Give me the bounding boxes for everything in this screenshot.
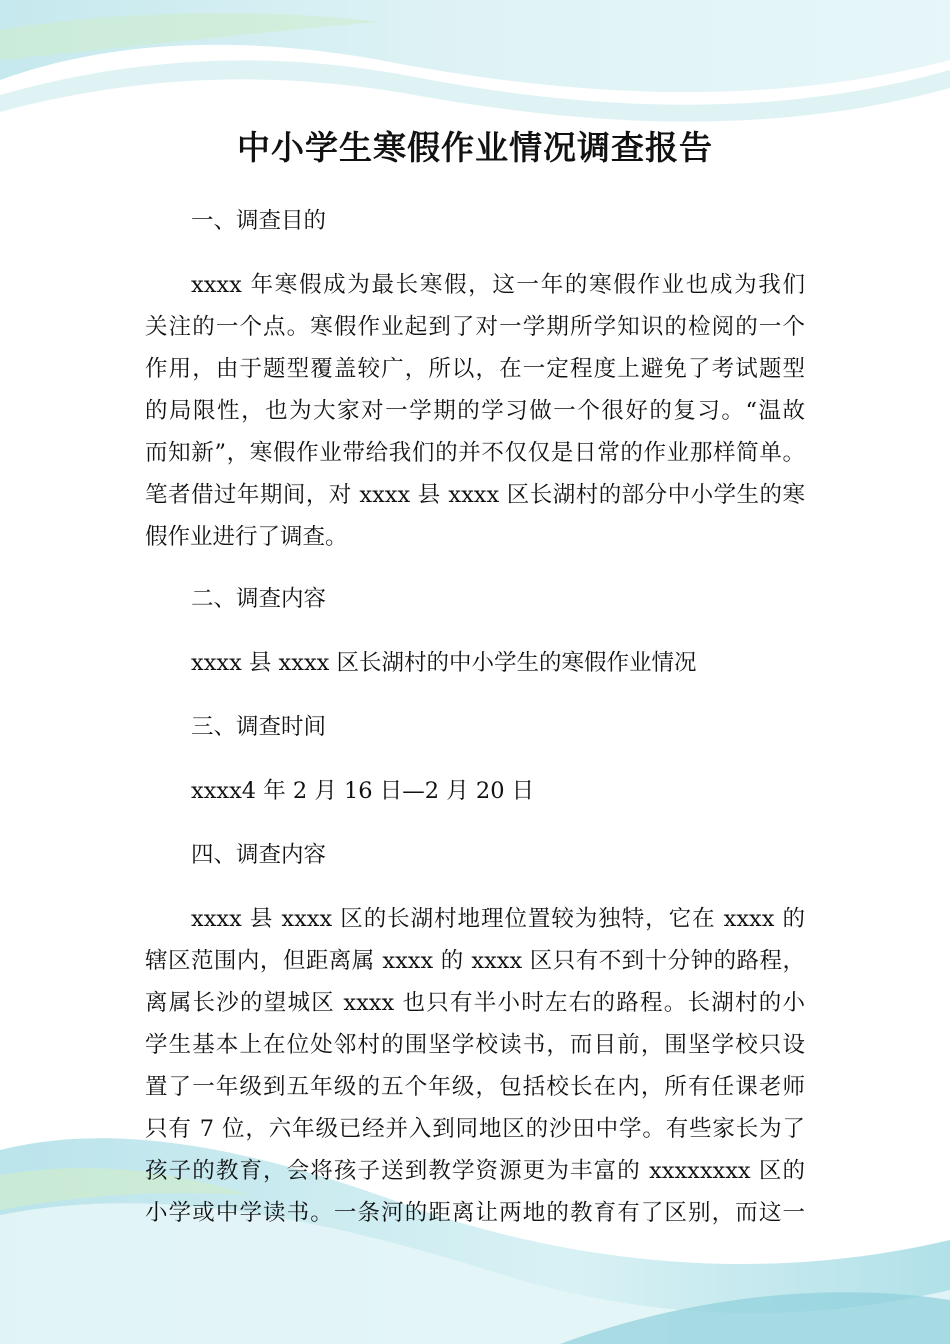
paragraph-line: 孩子的教育，会将孩子送到教学资源更为丰富的 xxxxxxxx 区的 <box>145 1158 805 1184</box>
paragraph-line: xxxx 年寒假成为最长寒假，这一年的寒假作业也成为我们 <box>191 272 805 298</box>
section-heading-purpose: 一、调查目的 <box>191 208 327 234</box>
paragraph-line: 辖区范围内，但距离属 xxxx 的 xxxx 区只有不到十分钟的路程， <box>145 948 805 974</box>
paragraph-line: 学生基本上在位处邻村的围坚学校读书，而目前，围坚学校只设 <box>145 1032 805 1058</box>
paragraph-line: 只有 7 位，六年级已经并入到同地区的沙田中学。有些家长为了 <box>145 1116 805 1142</box>
paragraph-line: 笔者借过年期间，对 xxxx 县 xxxx 区长湖村的部分中小学生的寒 <box>145 482 805 508</box>
paragraph-line: 离属长沙的望城区 xxxx 也只有半小时左右的路程。长湖村的小 <box>145 990 805 1016</box>
document-title: 中小学生寒假作业情况调查报告 <box>237 128 713 167</box>
section-heading-content-2: 四、调查内容 <box>191 842 327 868</box>
paragraph-line: 作用，由于题型覆盖较广，所以，在一定程度上避免了考试题型 <box>145 356 805 382</box>
paragraph-line: 而知新”，寒假作业带给我们的并不仅仅是日常的作业那样简单。 <box>145 440 805 466</box>
section-heading-time: 三、调查时间 <box>191 714 327 740</box>
paragraph-line: 的局限性，也为大家对一学期的学习做一个很好的复习。“温故 <box>145 398 805 424</box>
paragraph-line: 置了一年级到五年级的五个年级，包括校长在内，所有任课老师 <box>145 1074 805 1100</box>
paragraph-line: 关注的一个点。寒假作业起到了对一学期所学知识的检阅的一个 <box>145 314 805 340</box>
paragraph-line: 小学或中学读书。一条河的距离让两地的教育有了区别，而这一 <box>145 1200 805 1226</box>
section-text-time: xxxx4 年 2 月 16 日—2 月 20 日 <box>191 778 535 804</box>
paragraph-line: xxxx 县 xxxx 区的长湖村地理位置较为独特，它在 xxxx 的 <box>191 906 805 932</box>
paragraph-line: 假作业进行了调查。 <box>145 524 348 550</box>
section-heading-content: 二、调查内容 <box>191 586 327 612</box>
section-text-content: xxxx 县 xxxx 区长湖村的中小学生的寒假作业情况 <box>191 650 697 676</box>
